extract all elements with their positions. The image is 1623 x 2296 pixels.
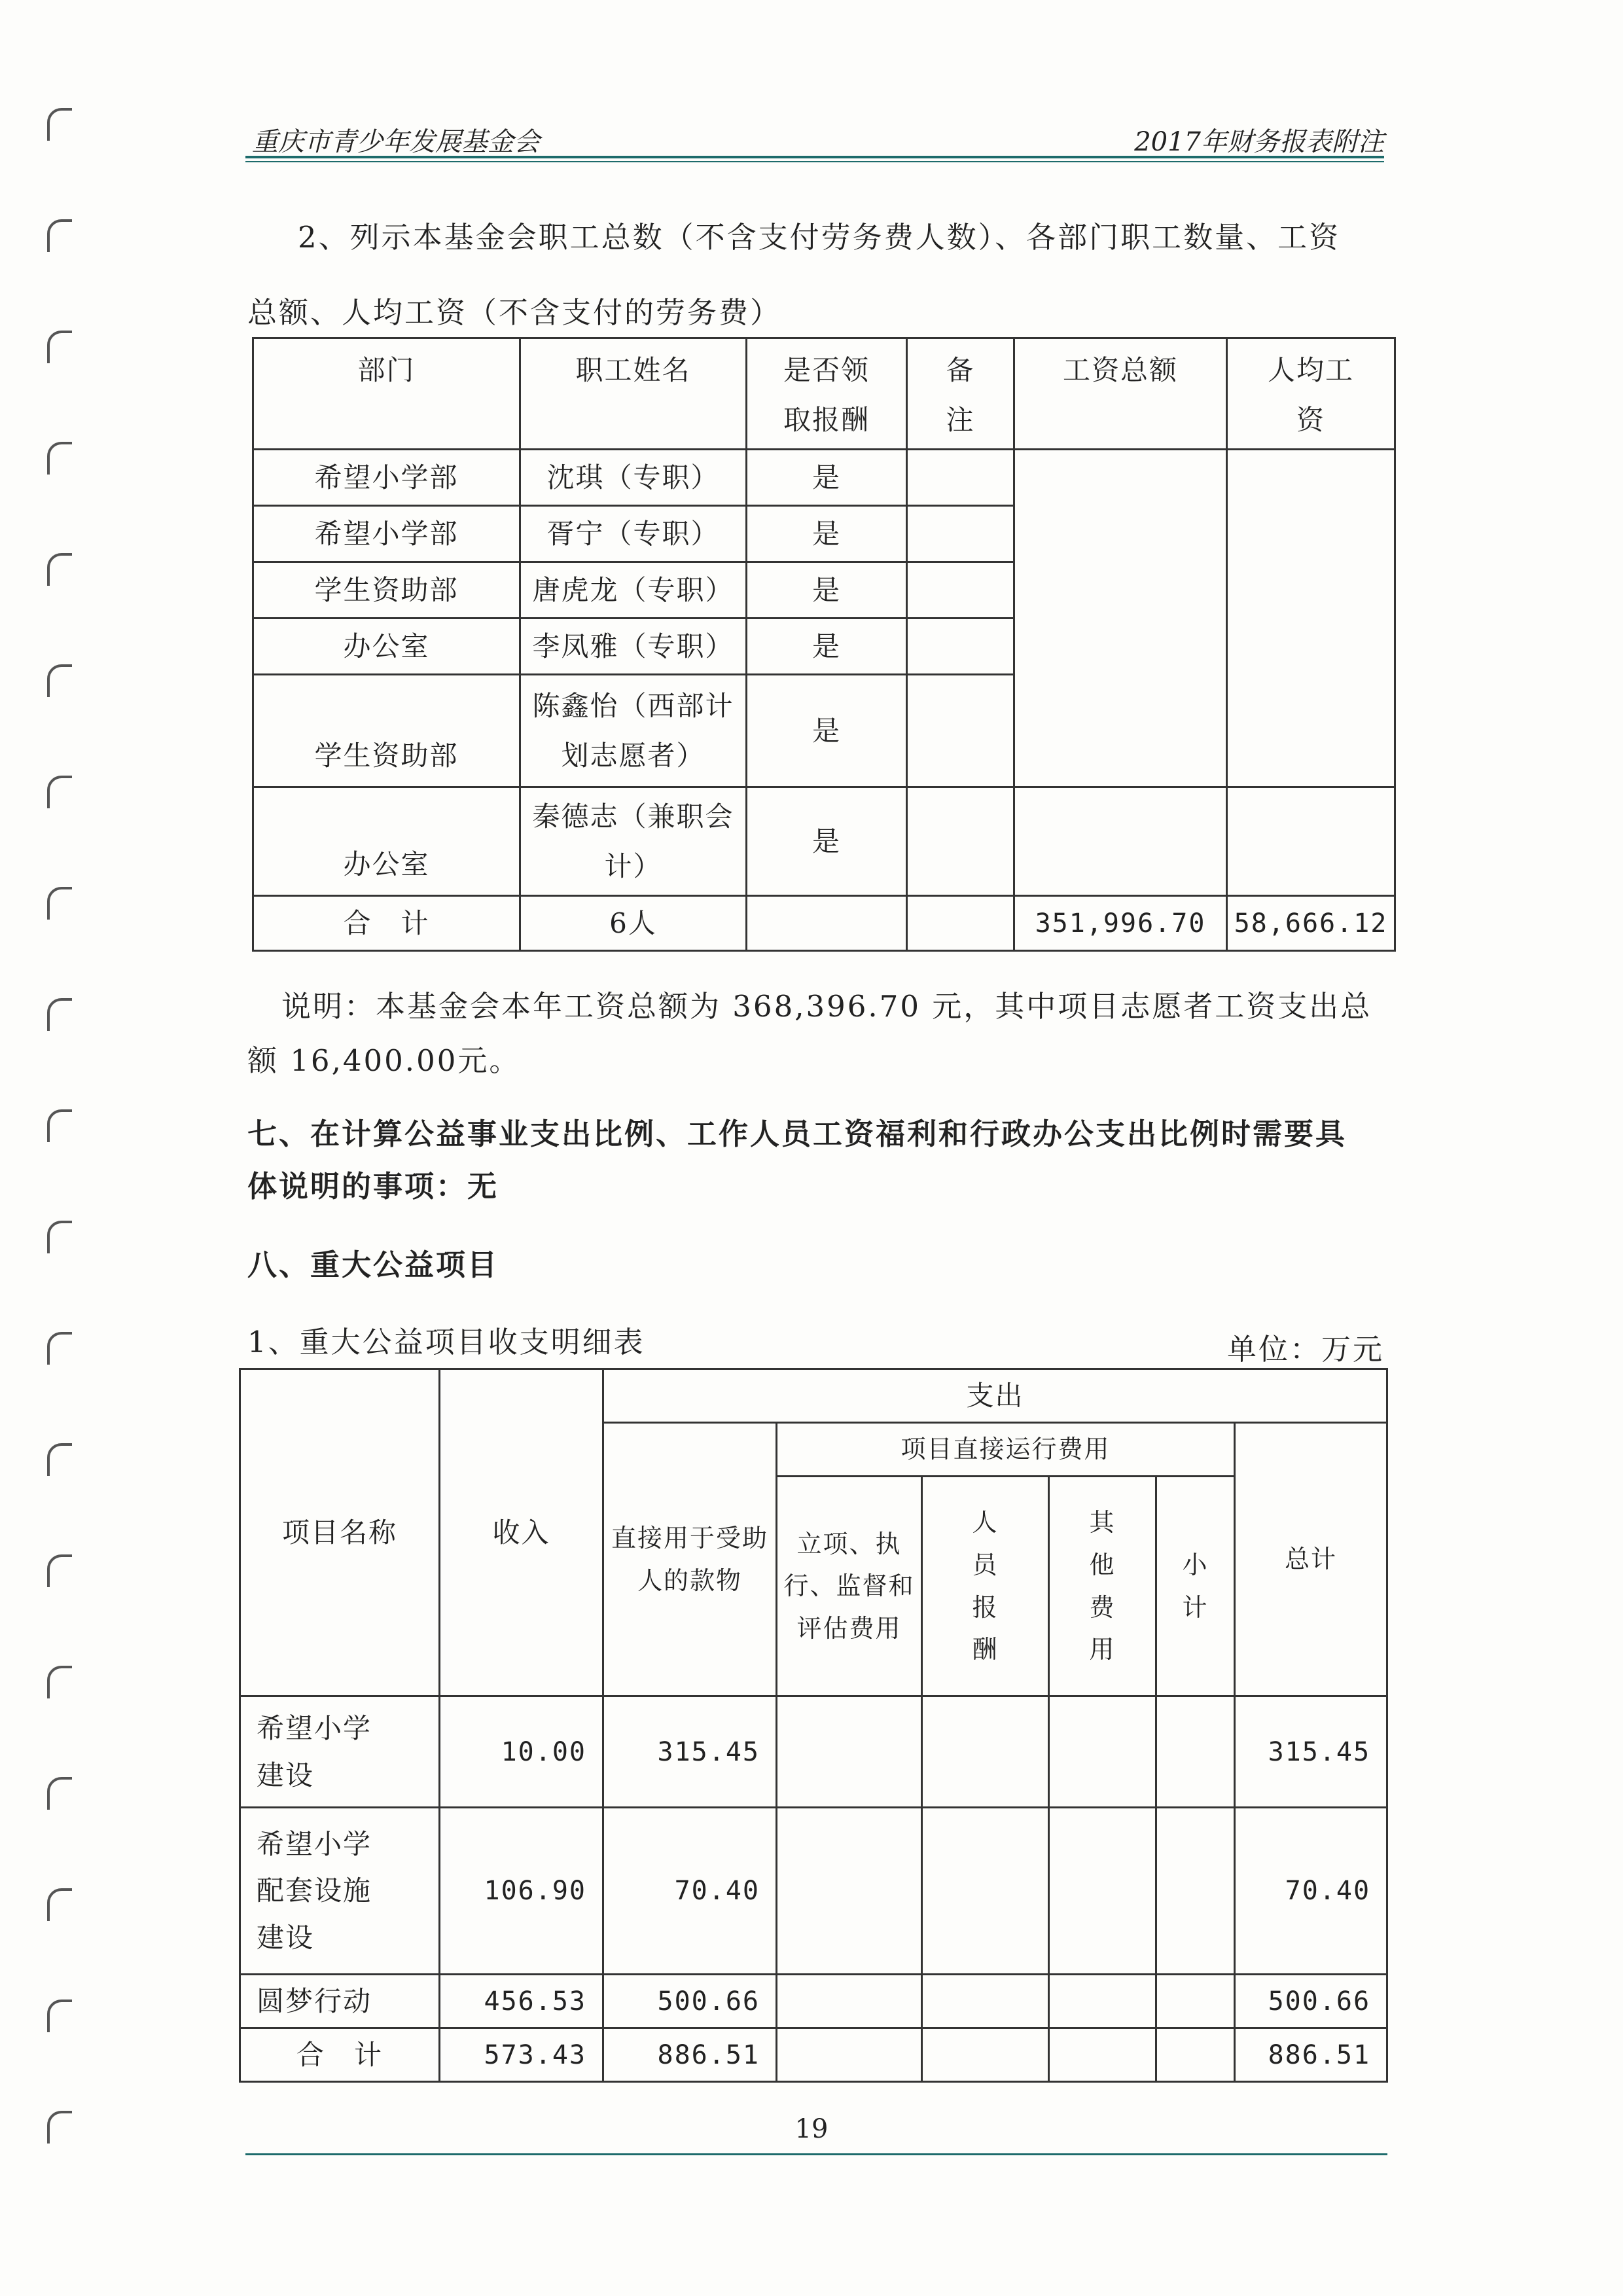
cell-paid: 是	[747, 675, 907, 787]
cell-dept: 学生资助部	[253, 562, 520, 619]
header-total: 总计	[1235, 1423, 1387, 1696]
cell-dept: 希望小学部	[253, 450, 520, 506]
cell-dept: 办公室	[253, 787, 520, 896]
binder-mark	[47, 1109, 72, 1142]
header-subtotal-char: 小	[1182, 1550, 1209, 1579]
binder-mark	[47, 108, 72, 141]
table-row	[240, 1808, 1387, 1975]
cell-empty	[1049, 1696, 1156, 1808]
cell-avg-salary-empty	[1227, 787, 1395, 896]
cell-note	[907, 619, 1014, 675]
binder-mark	[47, 664, 72, 697]
header-name: 职工姓名	[520, 338, 747, 450]
cell-dept: 办公室	[253, 619, 520, 675]
binder-mark	[47, 776, 72, 808]
total-salary-value: 351,996.70	[1014, 896, 1227, 951]
cell-name: 唐虎龙（专职）	[520, 562, 747, 619]
table-total-row	[240, 2028, 1387, 2082]
header-setup-line3: 评估费用	[796, 1613, 902, 1643]
cell-dept: 希望小学部	[253, 506, 520, 562]
header-staff-pay-char: 酬	[972, 1635, 999, 1664]
cell-income: 10.00	[440, 1696, 603, 1808]
header-setup-line1: 立项、执	[796, 1529, 902, 1558]
cell-note	[907, 675, 1014, 787]
cell-name	[520, 675, 747, 787]
cell-name-line1: 秦德志（兼职会	[532, 800, 734, 833]
table-row	[240, 1975, 1387, 2028]
header-total-salary: 工资总额	[1014, 338, 1227, 450]
explanation-line2: 额 16,400.00元。	[247, 1043, 521, 1078]
binder-mark	[47, 1443, 72, 1476]
staff-table	[252, 337, 1396, 952]
binder-mark	[47, 553, 72, 586]
header-setup-line2: 行、监督和	[783, 1571, 915, 1601]
cell-direct: 315.45	[603, 1696, 777, 1808]
header-income: 收入	[440, 1369, 603, 1696]
unit-label: 单位：万元	[1226, 1332, 1384, 1367]
header-organization: 重庆市青少年发展基金会	[252, 127, 540, 157]
header-other-char: 其	[1089, 1508, 1116, 1537]
binder-mark	[47, 1332, 72, 1365]
cell-empty	[1049, 2028, 1156, 2082]
binder-mark	[47, 1888, 72, 1921]
binder-mark	[47, 998, 72, 1031]
header-note	[907, 338, 1014, 450]
cell-empty	[922, 1808, 1049, 1975]
cell-project-name-line1: 希望小学	[257, 1827, 372, 1860]
header-dept: 部门	[253, 338, 520, 450]
cell-empty	[907, 896, 1014, 951]
header-staff-pay-char: 人	[972, 1508, 999, 1537]
cell-empty	[747, 896, 907, 951]
cell-project-name	[240, 1696, 440, 1808]
explanation-line1: 说明：本基金会本年工资总额为 368,396.70 元，其中项目志愿者工资支出总	[281, 989, 1372, 1024]
cell-avg-salary-empty	[1227, 450, 1395, 787]
total-count: 6人	[520, 896, 747, 951]
cell-name: 李凤雅（专职）	[520, 619, 747, 675]
page-number: 19	[794, 2114, 829, 2144]
header-other-char: 用	[1089, 1635, 1116, 1664]
cell-name: 胥宁（专职）	[520, 506, 747, 562]
cell-empty	[777, 1975, 922, 2028]
cell-empty	[1049, 1975, 1156, 2028]
cell-empty	[922, 2028, 1049, 2082]
header-operating-costs: 项目直接运行费用	[777, 1423, 1235, 1477]
header-other-char: 他	[1089, 1550, 1116, 1579]
cell-project-name	[240, 1808, 440, 1975]
cell-total: 500.66	[1235, 1975, 1387, 2028]
cell-name: 沈琪（专职）	[520, 450, 747, 506]
section7-line2: 体说明的事项：无	[247, 1169, 499, 1204]
section8-title: 八、重大公益项目	[247, 1247, 499, 1282]
cell-empty	[1156, 2028, 1235, 2082]
table-header-row	[240, 1369, 1387, 1423]
cell-total: 315.45	[1235, 1696, 1387, 1808]
section2-line1: 2、列示本基金会职工总数（不含支付劳务费人数）、各部门职工数量、工资	[298, 220, 1341, 255]
cell-paid: 是	[747, 619, 907, 675]
cell-direct: 500.66	[603, 1975, 777, 2028]
binder-mark	[47, 1554, 72, 1587]
header-staff-pay	[922, 1477, 1049, 1696]
header-rule	[245, 161, 1384, 162]
cell-project-name: 圆梦行动	[240, 1975, 440, 2028]
header-avg-salary	[1227, 338, 1395, 450]
cell-note	[907, 506, 1014, 562]
section8-subtitle: 1、重大公益项目收支明细表	[247, 1325, 645, 1359]
cell-name-line2: 计）	[604, 850, 662, 882]
total-total: 886.51	[1235, 2028, 1387, 2082]
header-project-name: 项目名称	[240, 1369, 440, 1696]
cell-empty	[922, 1975, 1049, 2028]
cell-empty	[1156, 1808, 1235, 1975]
header-other-costs	[1049, 1477, 1156, 1696]
cell-name-line1: 陈鑫怡（西部计	[532, 689, 734, 722]
header-paid-line1: 是否领	[783, 354, 870, 386]
cell-name-line2: 划志愿者）	[561, 739, 705, 772]
cell-dept: 学生资助部	[253, 675, 520, 787]
cell-total-salary-empty	[1014, 450, 1227, 787]
footer-rule	[245, 2153, 1387, 2155]
cell-paid: 是	[747, 562, 907, 619]
cell-income: 456.53	[440, 1975, 603, 2028]
cell-income: 106.90	[440, 1808, 603, 1975]
cell-note	[907, 450, 1014, 506]
header-setup-costs	[777, 1477, 922, 1696]
binder-mark	[47, 442, 72, 475]
table-row	[253, 450, 1395, 506]
binder-mark	[47, 1666, 72, 1698]
avg-salary-value: 58,666.12	[1227, 896, 1395, 951]
cell-empty	[777, 2028, 922, 2082]
cell-empty	[777, 1696, 922, 1808]
cell-total: 70.40	[1235, 1808, 1387, 1975]
header-rule	[245, 156, 1384, 158]
cell-project-name-line3: 建设	[257, 1921, 315, 1954]
project-table	[239, 1368, 1388, 2083]
cell-paid: 是	[747, 506, 907, 562]
header-note-line2: 注	[946, 403, 975, 436]
cell-empty	[922, 1696, 1049, 1808]
cell-paid: 是	[747, 787, 907, 896]
cell-paid: 是	[747, 450, 907, 506]
header-direct-aid	[603, 1423, 777, 1696]
cell-empty	[1156, 1975, 1235, 2028]
header-avg-line1: 人均工	[1267, 354, 1354, 386]
total-label: 合 计	[240, 2028, 440, 2082]
header-direct-line1: 直接用于受助	[611, 1523, 768, 1552]
header-paid-line2: 取报酬	[783, 403, 870, 436]
cell-empty	[1156, 1696, 1235, 1808]
binder-mark	[47, 1221, 72, 1253]
binder-mark	[47, 2000, 72, 2032]
cell-project-name-line2: 配套设施	[257, 1874, 372, 1907]
table-row	[240, 1696, 1387, 1808]
cell-direct: 70.40	[603, 1808, 777, 1975]
table-total-row	[253, 896, 1395, 951]
cell-empty	[1049, 1808, 1156, 1975]
total-income: 573.43	[440, 2028, 603, 2082]
section2-line2: 总额、人均工资（不含支付的劳务费）	[247, 295, 782, 330]
header-document-title: 2017年财务报表附注	[1134, 127, 1384, 157]
binder-mark	[47, 219, 72, 252]
cell-project-name-line2: 建设	[257, 1759, 315, 1791]
header-subtotal-char: 计	[1182, 1592, 1209, 1622]
cell-note	[907, 787, 1014, 896]
section7-line1: 七、在计算公益事业支出比例、工作人员工资福利和行政办公支出比例时需要具	[247, 1117, 1347, 1151]
header-staff-pay-char: 报	[972, 1592, 999, 1622]
total-label: 合 计	[253, 896, 520, 951]
table-row	[253, 787, 1395, 896]
total-direct: 886.51	[603, 2028, 777, 2082]
header-subtotal	[1156, 1477, 1235, 1696]
cell-note	[907, 562, 1014, 619]
cell-total-salary-empty	[1014, 787, 1227, 896]
header-staff-pay-char: 员	[972, 1550, 999, 1579]
table-header-row	[253, 338, 1395, 450]
cell-name	[520, 787, 747, 896]
header-paid	[747, 338, 907, 450]
header-other-char: 费	[1089, 1592, 1116, 1622]
header-direct-line2: 人的款物	[637, 1566, 742, 1595]
binder-mark	[47, 1777, 72, 1810]
header-note-line1: 备	[946, 354, 975, 386]
header-avg-line2: 资	[1296, 403, 1325, 436]
cell-project-name-line1: 希望小学	[257, 1712, 372, 1745]
binder-mark	[47, 887, 72, 920]
header-expense: 支出	[603, 1369, 1387, 1423]
binder-mark	[47, 331, 72, 363]
cell-empty	[777, 1808, 922, 1975]
